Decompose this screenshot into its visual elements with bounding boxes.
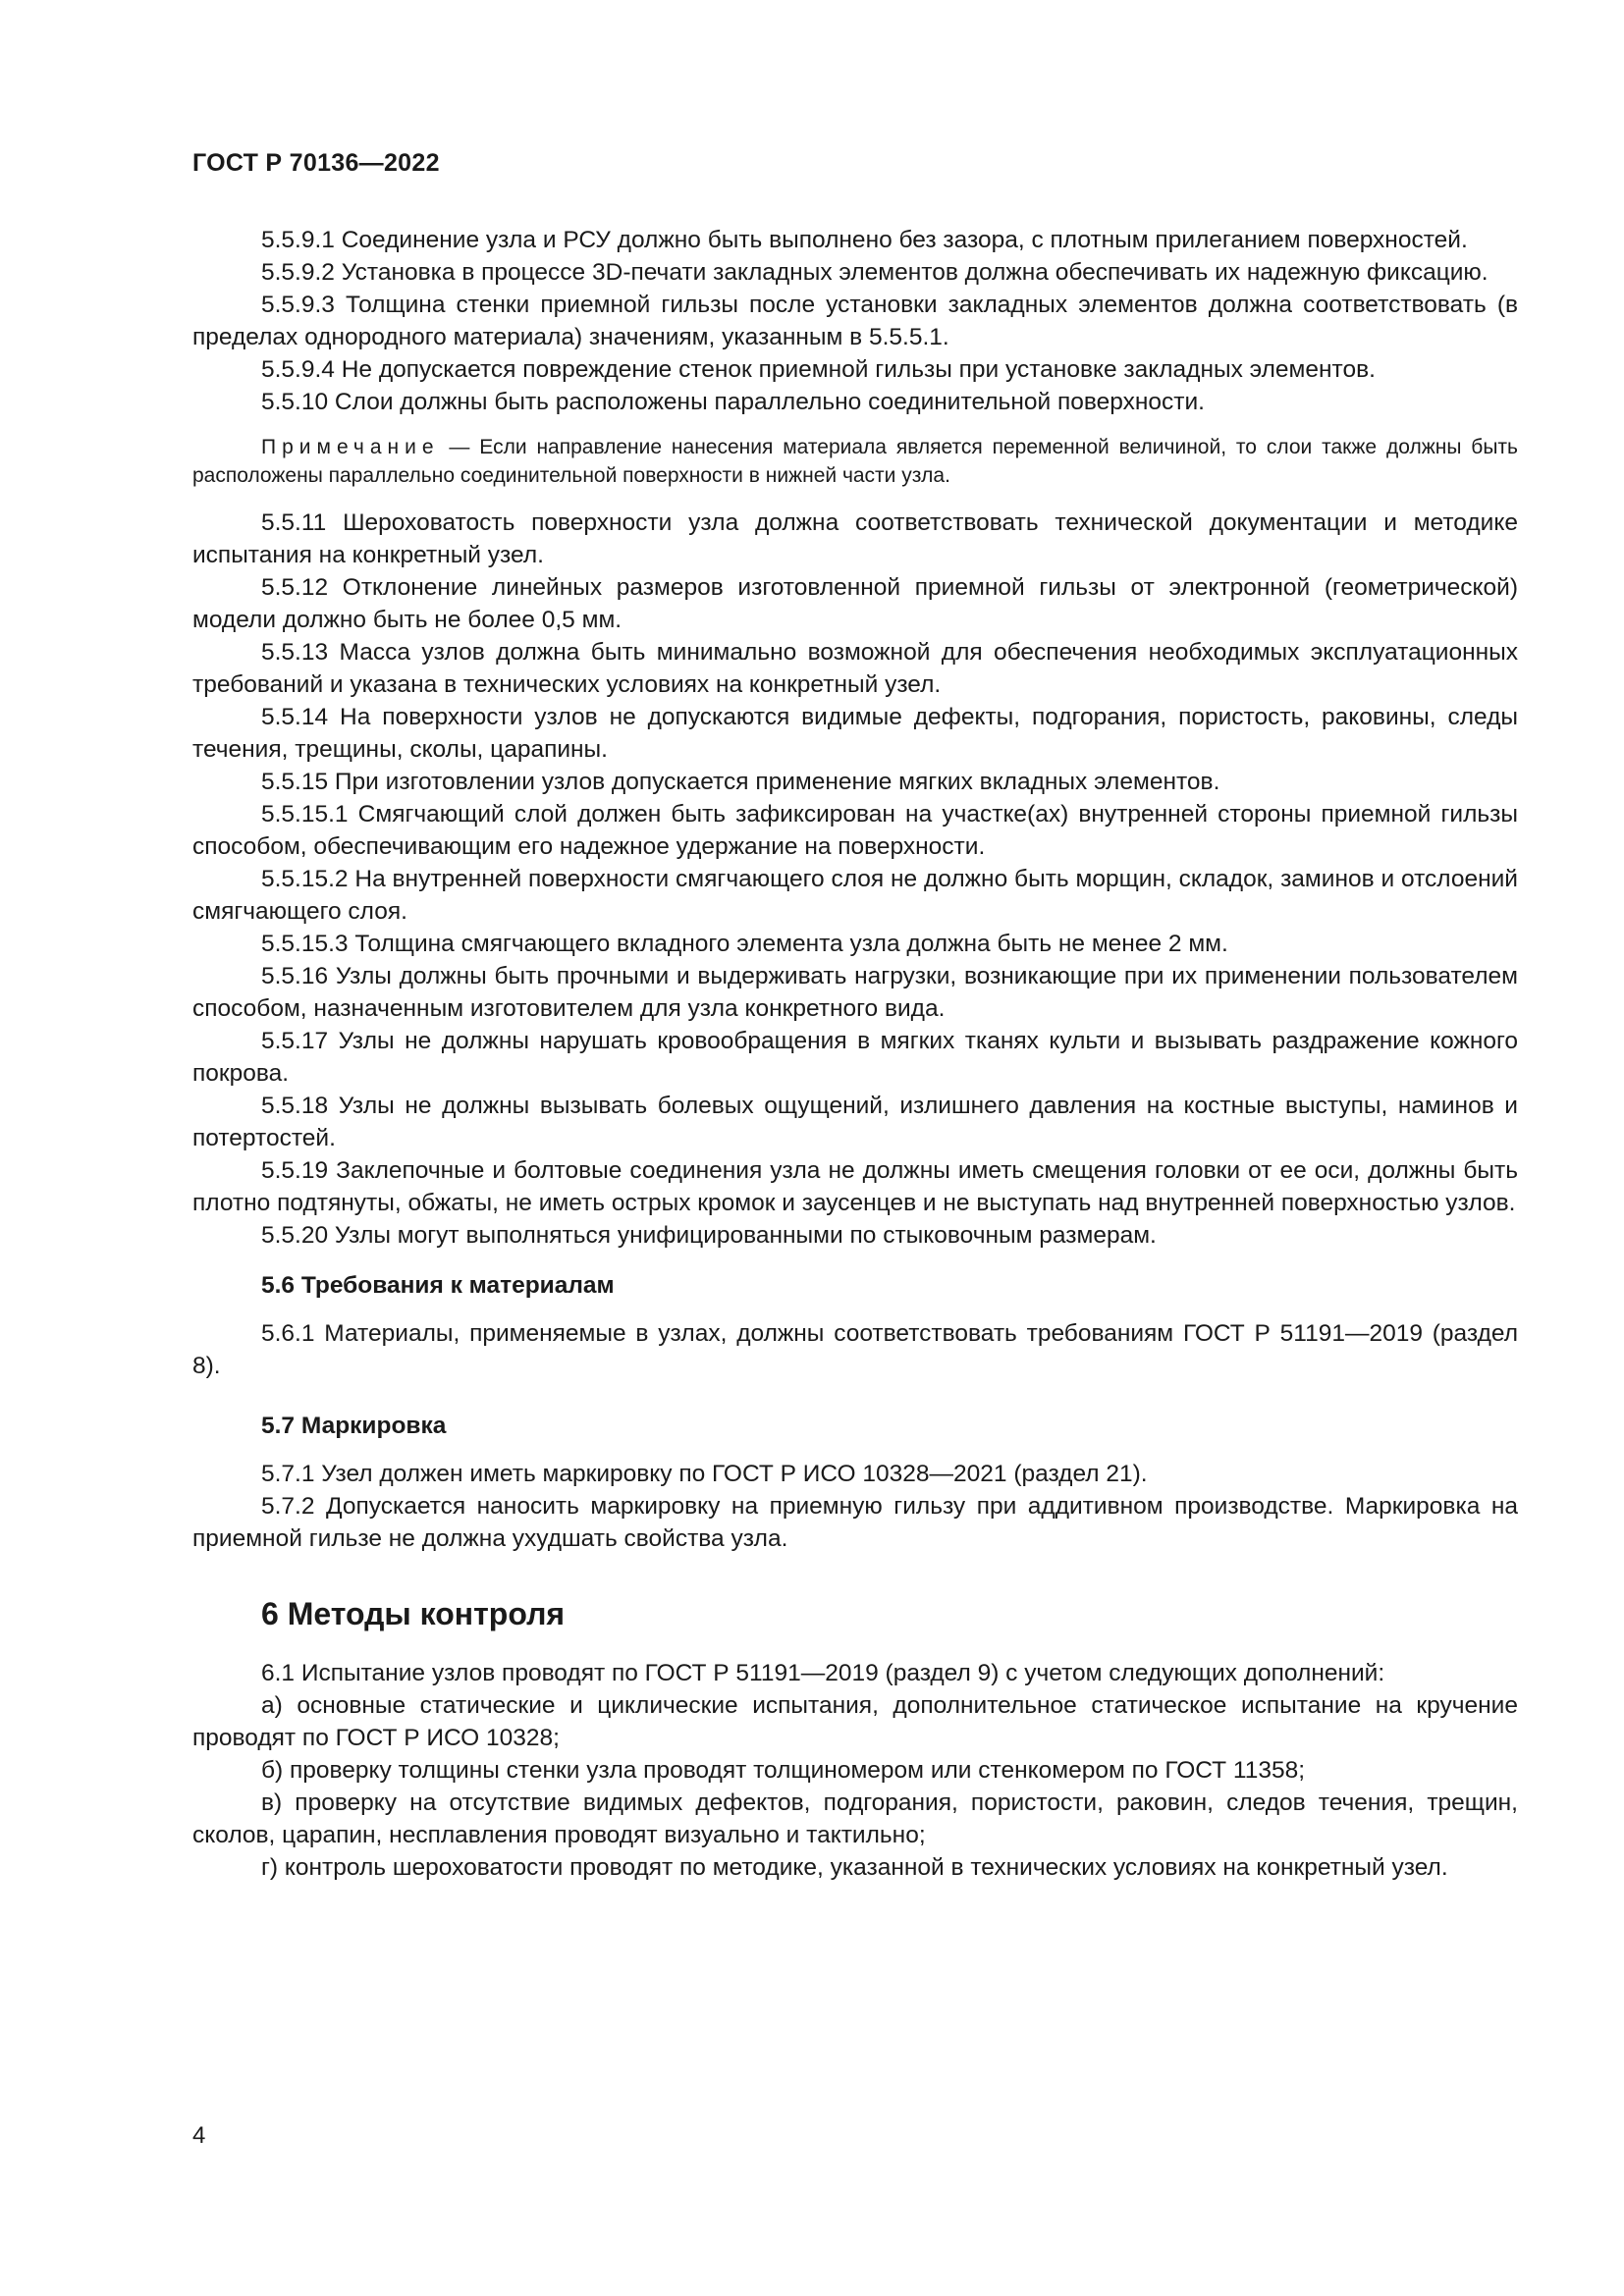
paragraph: 5.5.9.1 Соединение узла и РСУ должно быть выполнено без зазора, с плотным прилеганием поверхностей. (261, 227, 1468, 253)
note-text: — Если направление нанесения материала является переменной величиной, то слои также должны быть расположены параллельно соединительной поверхности в нижней части узла. (192, 436, 1518, 487)
paragraph: 5.5.9.2 Установка в процессе 3D-печати закладных элементов должна обеспечивать их надежную фиксацию. (261, 259, 1489, 286)
paragraph: 5.5.11 Шероховатость поверхности узла должна соответствовать технической документации и методике испытания на конкретный узел. (192, 509, 1518, 568)
document-body (192, 224, 1518, 1884)
paragraph-group-a (192, 224, 1518, 418)
note-label: Примечание (261, 436, 440, 458)
paragraph: 5.5.10 Слои должны быть расположены параллельно соединительной поверхности. (261, 389, 1205, 415)
paragraph: 5.5.20 Узлы могут выполняться унифицированными по стыковочным размерам. (261, 1222, 1157, 1249)
paragraph: 5.5.14 На поверхности узлов не допускаются видимые дефекты, подгорания, пористость, раковины, следы течения, трещины, сколы, царапины. (192, 704, 1518, 763)
list-item: в) проверку на отсутствие видимых дефектов, подгорания, пористости, раковин, следов течения, трещин, сколов, царапин, несплавления проводят визуально и тактильно; (192, 1789, 1518, 1848)
paragraph: 5.5.12 Отклонение линейных размеров изготовленной приемной гильзы от электронной (геометрической) модели должно быть не более 0,5 мм. (192, 574, 1518, 633)
document-code: ГОСТ Р 70136—2022 (192, 149, 440, 177)
paragraph: 5.5.15.1 Смягчающий слой должен быть зафиксирован на участке(ах) внутренней стороны приемной гильзы способом, обеспечивающим его надежное удержание на поверхности. (192, 801, 1518, 860)
paragraph: 5.7.2 Допускается наносить маркировку на приемную гильзу при аддитивном производстве. Маркировка на приемной гильзе не должна ухудшать свойства узла. (192, 1493, 1518, 1552)
list-item: а) основные статические и циклические испытания, дополнительное статическое испытание на кручение проводят по ГОСТ Р ИСО 10328; (192, 1692, 1518, 1751)
paragraph: 5.5.9.3 Толщина стенки приемной гильзы после установки закладных элементов должна соответствовать (в пределах однородного материала) значениям, указанным в 5.5.5.1. (192, 292, 1518, 350)
paragraph: 5.5.18 Узлы не должны вызывать болевых ощущений, излишнего давления на костные выступы, наминов и потертостей. (192, 1093, 1518, 1151)
section-heading-5-6: 5.6 Требования к материалам (261, 1272, 615, 1299)
section-heading-5-7: 5.7 Маркировка (261, 1413, 447, 1439)
paragraph: 5.7.1 Узел должен иметь маркировку по ГОСТ Р ИСО 10328—2021 (раздел 21). (261, 1461, 1148, 1487)
list-item: г) контроль шероховатости проводят по методике, указанной в технических условиях на конкретный узел. (261, 1854, 1448, 1881)
paragraph: 5.5.15.2 На внутренней поверхности смягчающего слоя не должно быть морщин, складок, заминов и отслоений смягчающего слоя. (192, 866, 1518, 925)
paragraph: 5.5.15 При изготовлении узлов допускается применение мягких вкладных элементов. (261, 769, 1220, 795)
section-heading-6: 6 Методы контроля (261, 1596, 566, 1631)
paragraph: 5.5.9.4 Не допускается повреждение стенок приемной гильзы при установке закладных элементов. (261, 356, 1376, 383)
list-item: б) проверку толщины стенки узла проводят толщиномером или стенкомером по ГОСТ 11358; (261, 1757, 1306, 1784)
paragraph: 5.5.17 Узлы не должны нарушать кровообращения в мягких тканях культи и вызывать раздражение кожного покрова. (192, 1028, 1518, 1087)
page-number: 4 (192, 2122, 206, 2149)
paragraph: 5.5.15.3 Толщина смягчающего вкладного элемента узла должна быть не менее 2 мм. (261, 931, 1228, 957)
paragraph-group-b (192, 507, 1518, 1252)
paragraph: 5.5.16 Узлы должны быть прочными и выдерживать нагрузки, возникающие при их применении пользователем способом, назначенным изготовителем для узла конкретного вида. (192, 963, 1518, 1022)
paragraph: 5.5.13 Масса узлов должна быть минимально возможной для обеспечения необходимых эксплуатационных требований и указана в технических условиях на конкретный узел. (192, 639, 1518, 698)
paragraph: 5.6.1 Материалы, применяемые в узлах, должны соответствовать требованиям ГОСТ Р 51191—2019 (раздел 8). (192, 1320, 1518, 1379)
note (192, 433, 1518, 490)
paragraph: 5.5.19 Заклепочные и болтовые соединения узла не должны иметь смещения головки от ее оси, должны быть плотно подтянуты, обжаты, не иметь острых кромок и заусенцев и не выступать над внутренней поверхностью узлов. (192, 1157, 1518, 1216)
paragraph: 6.1 Испытание узлов проводят по ГОСТ Р 51191—2019 (раздел 9) с учетом следующих дополнений: (261, 1660, 1385, 1686)
